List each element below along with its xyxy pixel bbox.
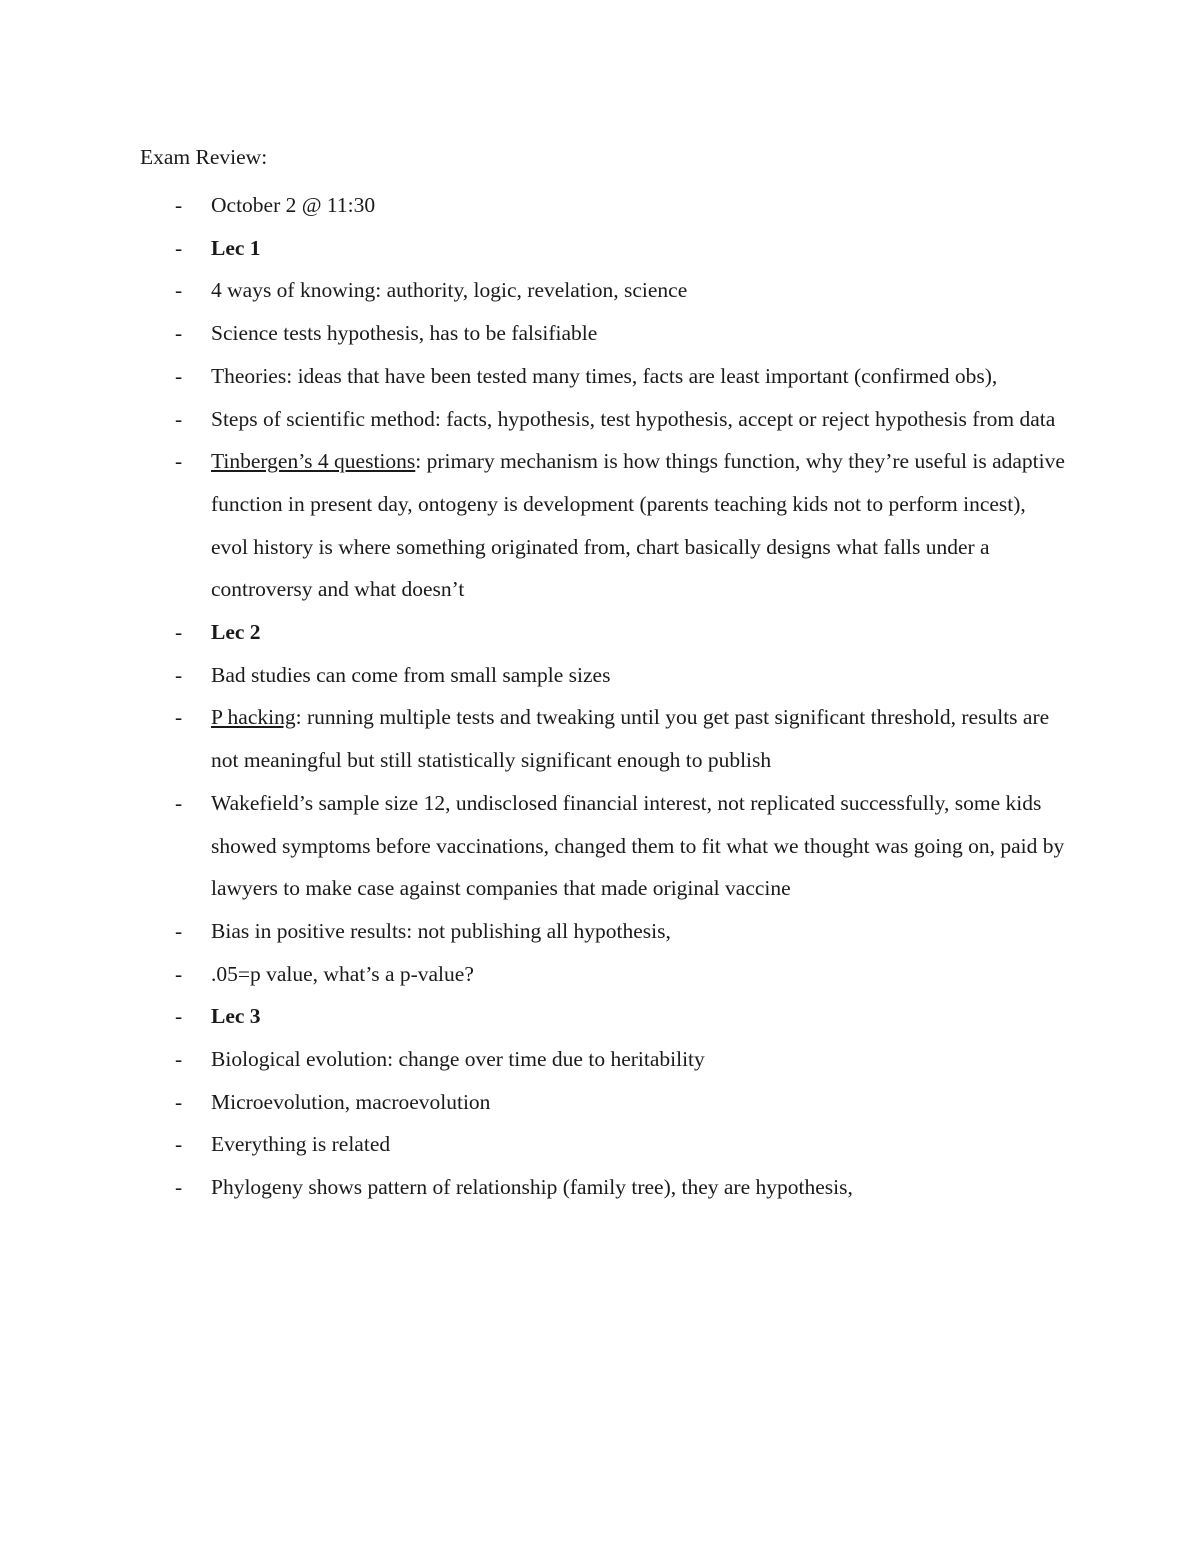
section-heading-lec-3 [0,995,1066,1038]
bullet-dash: - [175,321,183,346]
list-item-text: .05=p value, what’s a p-value? [211,961,474,986]
bullet-dash: - [175,705,183,730]
list-item-text: Biological evolution: change over time due to heritability [211,1047,705,1072]
notes-list [0,184,1200,1209]
list-item [0,312,1066,355]
list-item [0,654,1066,697]
section-heading-lec-1 [0,227,1066,270]
list-item-text: Steps of scientific method: facts, hypothesis, test hypothesis, accept or reject hypothesis from data [211,406,1056,431]
bullet-dash: - [175,235,183,260]
bullet-dash: - [175,961,183,986]
list-item-text: Phylogeny shows pattern of relationship (family tree), they are hypothesis, [211,1175,853,1200]
list-item [0,782,1066,910]
list-item [0,1123,1066,1166]
bullet-dash: - [175,1004,183,1029]
list-item-text: Theories: ideas that have been tested many times, facts are least important (confirmed obs), [211,363,998,388]
bullet-dash: - [175,918,183,943]
section-heading-text: Lec 1 [211,235,261,260]
document-title: Exam Review: [140,145,268,169]
list-item-text: Bias in positive results: not publishing all hypothesis, [211,918,671,943]
list-item-text: Microevolution, macroevolution [211,1089,491,1114]
bullet-dash: - [175,1132,183,1157]
bullet-dash: - [175,449,183,474]
section-heading-text: Lec 3 [211,1004,261,1029]
list-item [0,355,1066,398]
list-item-text: Everything is related [211,1132,391,1157]
underlined-term: Tinbergen’s 4 questions [211,449,416,474]
section-heading-text: Lec 2 [211,620,261,645]
list-item-text [211,705,1049,772]
list-item [0,910,1066,953]
bullet-dash: - [175,193,183,217]
bullet-dash: - [175,1047,183,1072]
list-item [0,696,1066,781]
bullet-dash: - [175,620,183,645]
list-item-text: Wakefield’s sample size 12, undisclosed financial interest, not replicated successfully, some kids showed symptoms before vaccinations, changed them to fit what we thought was going on, paid by lawyers to make case against companies that made original vaccine [211,790,1065,901]
list-item-text: Science tests hypothesis, has to be falsifiable [211,321,598,346]
list-item [0,269,1066,312]
bullet-dash: - [175,363,183,388]
list-item [0,398,1066,441]
list-item [0,1038,1066,1081]
list-item-text [211,449,1065,601]
bullet-dash: - [175,1089,183,1114]
bullet-dash: - [175,1175,183,1200]
list-item [0,1081,1066,1124]
bullet-dash: - [175,406,183,431]
underlined-term: P hacking [211,705,296,730]
bullet-dash: - [175,662,183,687]
term-definition: : running multiple tests and tweaking until you get past significant threshold, results are not meaningful but still statistically significant enough to publish [211,705,1050,773]
bullet-dash: - [175,278,183,303]
list-item [0,953,1066,996]
list-item [0,184,1066,227]
bullet-dash: - [175,790,183,815]
term-definition: : primary mechanism is how things function, why they’re useful is adaptive function in present day, ontogeny is development (parents teaching kids not to perform incest), evol history is where something originated from, chart basically designs what falls under a controversy and what doesn’t [211,449,1065,602]
list-item [0,440,1066,611]
section-heading-lec-2 [0,611,1066,654]
list-item-text: Bad studies can come from small sample sizes [211,662,611,687]
list-item [0,1166,1066,1209]
list-item-text: 4 ways of knowing: authority, logic, revelation, science [211,278,688,303]
list-item-text: October 2 @ 11:30 [211,193,376,217]
